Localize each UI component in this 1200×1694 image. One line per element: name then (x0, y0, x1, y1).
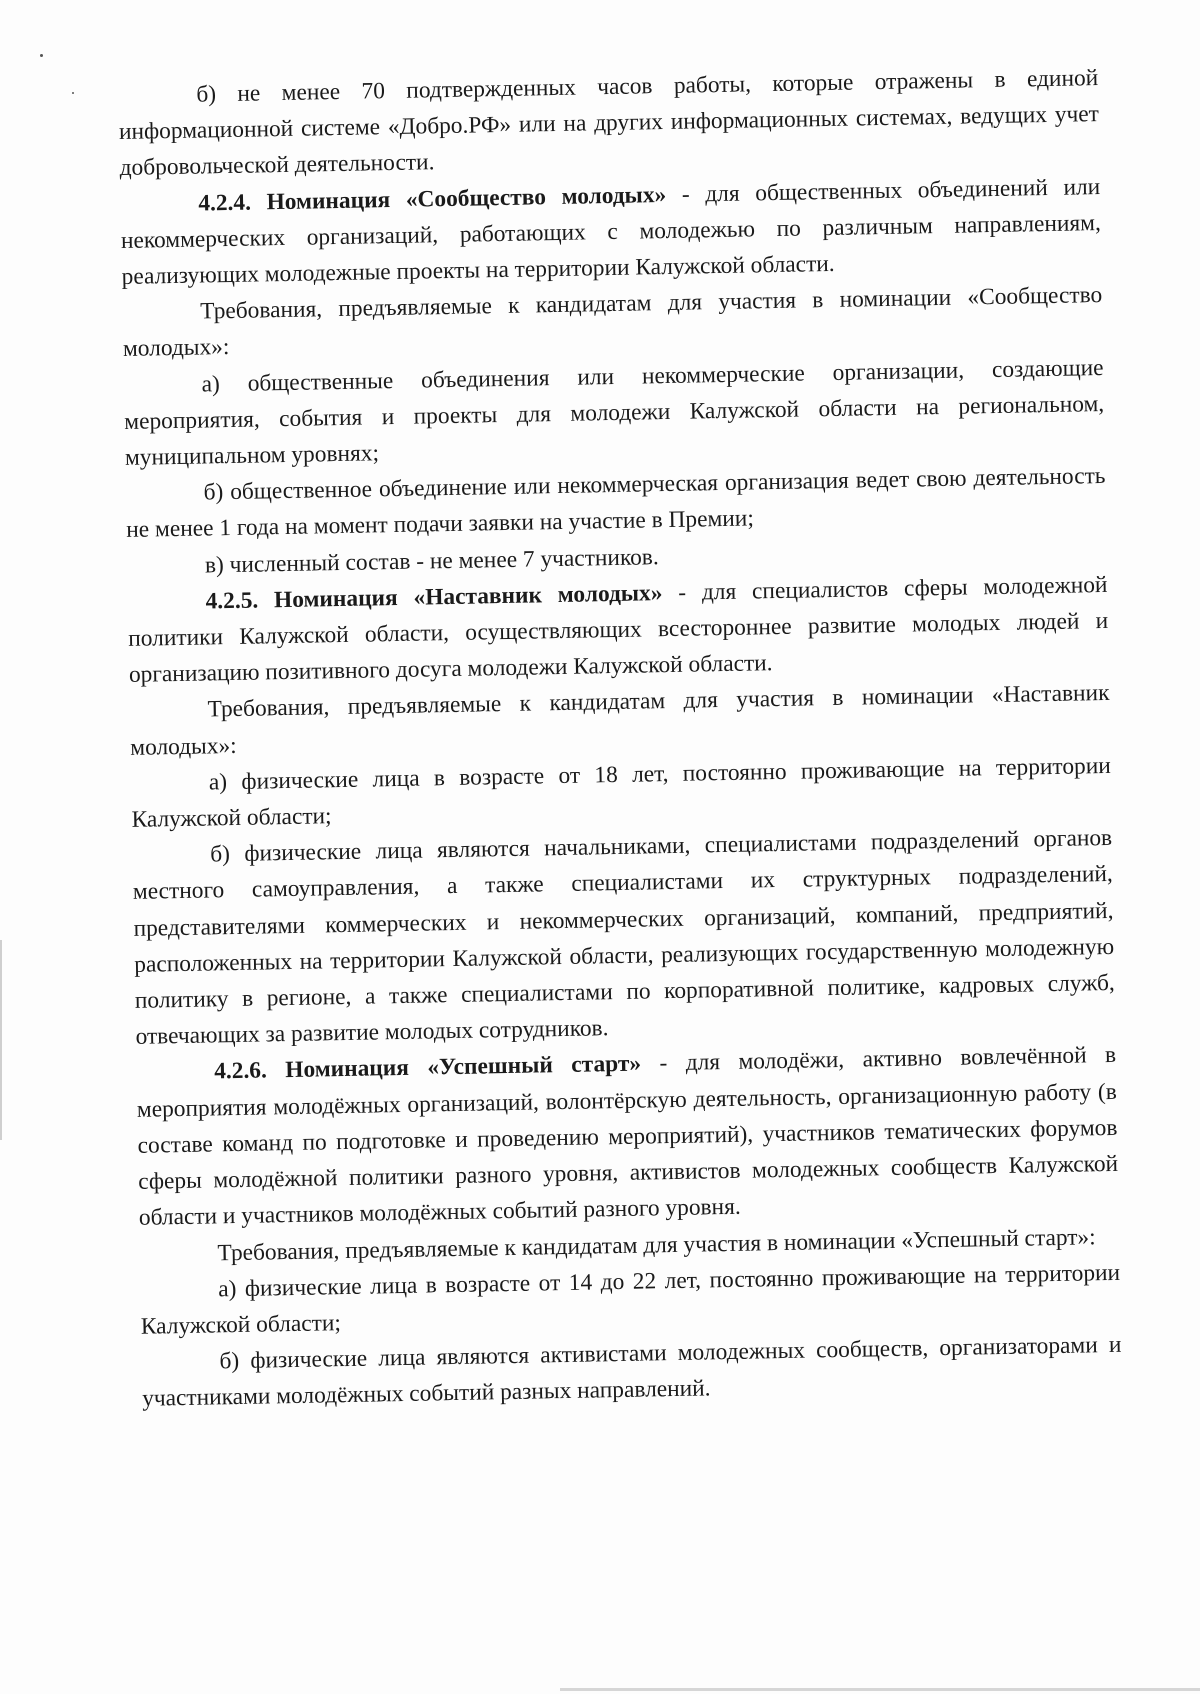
scan-edge (0, 940, 2, 1140)
paragraph-text: - для специалистов сферы молодежной политики Калужской области, осуществляющих всестороннее развитие молодых людей и организацию позитивного досуга молодежи Калужской области. (128, 571, 1109, 689)
paragraph-text: в) численный состав - не менее 7 участников. (204, 543, 659, 579)
paragraph-text: - для молодёжи, активно вовлечённой в мероприятия молодёжных организаций, волонтёрскую деятельность, организационную работу (в составе команд по подготовке и проведению мероприятий), участников тематических форумов сферы молодёжной политики разного уровня, активистов молодежных сообществ Калужской области и участников молодёжных событий разного уровня. (136, 1042, 1119, 1232)
paragraph-text: б) общественное объединение или некоммерческая организация ведет свою деятельность не менее 1 года на момент подачи заявки на участие в Премии; (126, 463, 1106, 544)
section-heading: 4.2.4. Номинация «Сообщество молодых» (198, 181, 667, 217)
paragraph-text: Требования, предъявляемые к кандидатам для участия в номинации «Наставник молодых»: (130, 680, 1110, 761)
paragraph-text: б) физические лица являются начальниками, специалистами подразделений органов местного самоуправления, а также специалистами их структурных подразделений, представителями коммерческих и некоммерческих организаций, компаний, предприятий, расположенных на территории Калужской области, реализующих государственную молодежную политику в регионе, а также специалистами по корпоративной политике, кадровых служб, отвечающих за развитие молодых сотрудников. (132, 825, 1115, 1051)
paragraph-nomination-4-2-5 (127, 567, 1109, 694)
section-heading: 4.2.5. Номинация «Наставник молодых» (205, 579, 663, 615)
paragraph-text: Требования, предъявляемые к кандидатам для участия в номинации «Успешный старт»: (217, 1223, 1096, 1266)
paragraph-text: а) физические лица в возрасте от 18 лет, постоянно проживающие на территории Калужской области; (131, 752, 1112, 833)
scan-edge (560, 1688, 1200, 1691)
paragraph-text: а) общественные объединения или некоммерческие организации, создающие мероприятия, события и проекты для молодежи Калужской области на региональном, муниципальном уровнях; (124, 354, 1105, 471)
paragraph-nomination-4-2-4 (120, 169, 1102, 296)
scan-speck (40, 54, 43, 57)
paragraph (118, 60, 1100, 187)
paragraph (123, 350, 1105, 477)
section-heading: 4.2.6. Номинация «Успешный старт» (213, 1051, 642, 1085)
paragraph (132, 820, 1116, 1055)
paragraph-text: а) физические лица в возрасте от 14 до 22 лет, постоянно проживающие на территории Калужской области; (140, 1259, 1121, 1340)
document-body (118, 60, 1122, 1417)
paragraph-text: б) физические лица являются активистами молодежных сообществ, организаторами и участниками молодёжных событий разных направлений. (141, 1331, 1122, 1413)
paragraph-text: Требования, предъявляемые к кандидатам для участия в номинации «Сообщество молодых»: (122, 282, 1103, 363)
paragraph-text: - для общественных объединений или некоммерческих организаций, работающих с молодежью по различным направлениям, реализующих молодежные проекты на территории Калужской области. (120, 173, 1102, 290)
paragraph-text: б) не менее 70 подтвержденных часов работы, которые отражены в единой информационной системе «Добро.РФ» или на других информационных системах, ведущих учет добровольческой деятельности. (118, 65, 1100, 182)
paragraph-nomination-4-2-6 (136, 1037, 1119, 1236)
scan-speck (72, 92, 74, 94)
